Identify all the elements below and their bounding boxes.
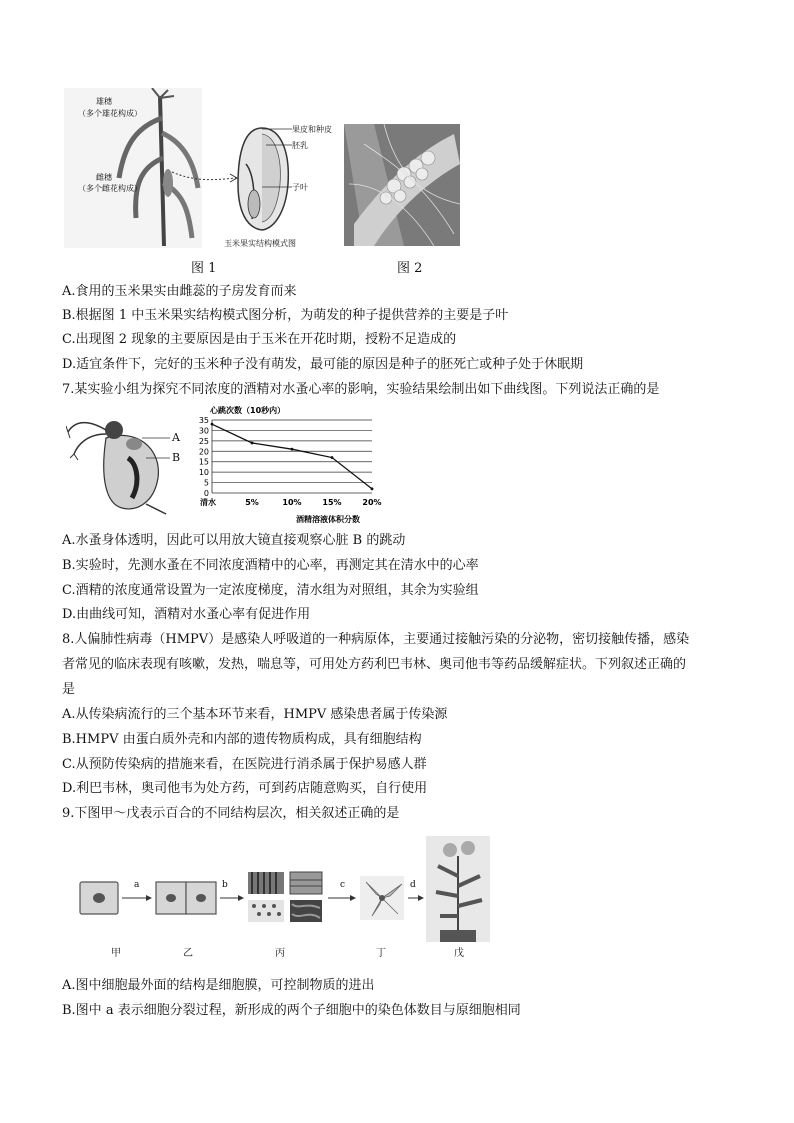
male-ear-label: 雄穗 [96, 97, 112, 106]
data-point [331, 456, 334, 459]
cell-pair [156, 882, 216, 914]
female-ear-label: 雌穗 [96, 173, 112, 182]
kernel-leader-lines [262, 125, 294, 195]
q6-option-d: D.适宜条件下，完好的玉米种子没有萌发，最可能的原因是种子的胚死亡或种子处于休眠期 [62, 357, 584, 372]
q7-option-a: A.水蚤身体透明，因此可以用放大镜直接观察心脏 B 的跳动 [62, 533, 406, 548]
y-tick-label: 5 [203, 478, 209, 488]
arrow-label-b: b [222, 880, 228, 890]
y-tick-label: 10 [198, 468, 209, 478]
structure-label-jia: 甲 [111, 948, 121, 959]
data-point [251, 442, 254, 445]
q7-option-d: D.由曲线可知，酒精对水蚤心率有促进作用 [62, 607, 311, 622]
heart-rate-chart [190, 404, 390, 526]
q6-option-c: C.出现图 2 现象的主要原因是由于玉米在开花时期，授粉不足造成的 [62, 332, 457, 347]
structure-label-yi: 乙 [183, 948, 193, 959]
male-ear-sublabel: （多个雄花构成） [78, 109, 142, 118]
pericarp-label: 果皮和种皮 [292, 125, 332, 134]
q8-option-a: A.从传染病流行的三个基本环节来看，HMPV 感染患者属于传染源 [62, 707, 448, 722]
cotyledon-label: 子叶 [292, 183, 308, 192]
q7-stem: 7.某实验小组为探究不同浓度的酒精对水蚤心率的影响，实验结果绘制出如下曲线图。下列说法正确的是 [62, 382, 660, 397]
q9-stem: 9.下图甲～戊表示百合的不同结构层次，相关叙述正确的是 [62, 806, 400, 821]
lily-plant [426, 836, 490, 942]
q8-option-c: C.从预防传染病的措施来看，在医院进行消杀属于保护易感人群 [62, 757, 427, 772]
q6-option-b: B.根据图 1 中玉米果实结构模式图分析，为萌发的种子提供营养的主要是子叶 [62, 308, 509, 323]
cell-single [80, 882, 118, 914]
pointer-arrow [170, 160, 240, 190]
q6-option-a: A.食用的玉米果实由雌蕊的子房发育而来 [62, 284, 297, 299]
female-ear-sublabel: （多个雌花构成） [78, 184, 142, 193]
structure-label-bing: 丙 [275, 948, 285, 959]
y-tick-label: 15 [198, 457, 209, 467]
lily-flower [360, 876, 404, 920]
q7-option-c: C.酒精的浓度通常设置为一定浓度梯度，清水组为对照组，其余为实验组 [62, 583, 479, 598]
tissue-samples [248, 872, 322, 922]
y-tick-label: 0 [203, 489, 209, 498]
endosperm-label: 胚乳 [292, 141, 308, 150]
q9-option-a: A.图中细胞最外面的结构是细胞膜，可控制物质的进出 [62, 978, 375, 993]
q8-stem-line3: 是 [62, 682, 76, 697]
daphnia-label-b: B [172, 451, 181, 464]
structure-label-ding: 丁 [376, 948, 386, 959]
data-point [211, 423, 214, 426]
daphnia-label-a: A [172, 431, 180, 444]
daphnia-illustration [66, 408, 181, 516]
q7-option-b: B.实验时，先测水蚤在不同浓度酒精中的心率，再测定其在清水中的心率 [62, 558, 479, 573]
x-tick-label: 15% [322, 498, 342, 507]
chart-xlabel: 酒精溶液体积分数 [296, 515, 360, 524]
x-tick-label: 5% [245, 498, 259, 507]
q8-stem-line1: 8.人偏肺性病毒（HMPV）是感染人呼吸道的一种病原体，主要通过接触污染的分泌物，密切接触传播，感染 [62, 632, 690, 647]
corn-cob-photo [344, 124, 460, 246]
kernel-model-caption: 玉米果实结构模式图 [224, 239, 296, 248]
x-tick-label: 清水 [200, 498, 216, 507]
y-tick-label: 30 [198, 426, 209, 436]
lily-structure-levels-figure [76, 836, 496, 946]
q8-option-d: D.利巴韦林，奥司他韦为处方药，可到药店随意购买，自行使用 [62, 781, 428, 796]
chart-ylabel: 心跳次数（10秒内） [210, 406, 286, 415]
data-point [291, 448, 294, 451]
arrow-label-d: d [410, 880, 416, 890]
data-point [371, 487, 374, 490]
x-tick-label: 20% [362, 498, 382, 507]
y-tick-label: 20 [198, 447, 209, 457]
q9-option-b: B.图中 a 表示细胞分裂过程，新形成的两个子细胞中的染色体数目与原细胞相同 [62, 1003, 521, 1018]
arrow-label-c: c [340, 880, 346, 890]
heart-rate-line [212, 424, 372, 489]
q8-stem-line2: 者常见的临床表现有咳嗽，发热，喘息等，可用处方药利巴韦林、奥司他韦等药品缓解症状。下列叙述正确的 [62, 657, 687, 672]
figure2-caption: 图 2 [397, 261, 423, 276]
arrow-label-a: a [134, 880, 140, 890]
y-tick-label: 25 [198, 436, 209, 446]
x-tick-label: 10% [282, 498, 302, 507]
q8-option-b: B.HMPV 由蛋白质外壳和内部的遗传物质构成，具有细胞结构 [62, 732, 422, 747]
figure1-caption: 图 1 [191, 261, 217, 276]
structure-label-wu: 戊 [454, 948, 464, 959]
y-tick-label: 35 [198, 416, 209, 425]
